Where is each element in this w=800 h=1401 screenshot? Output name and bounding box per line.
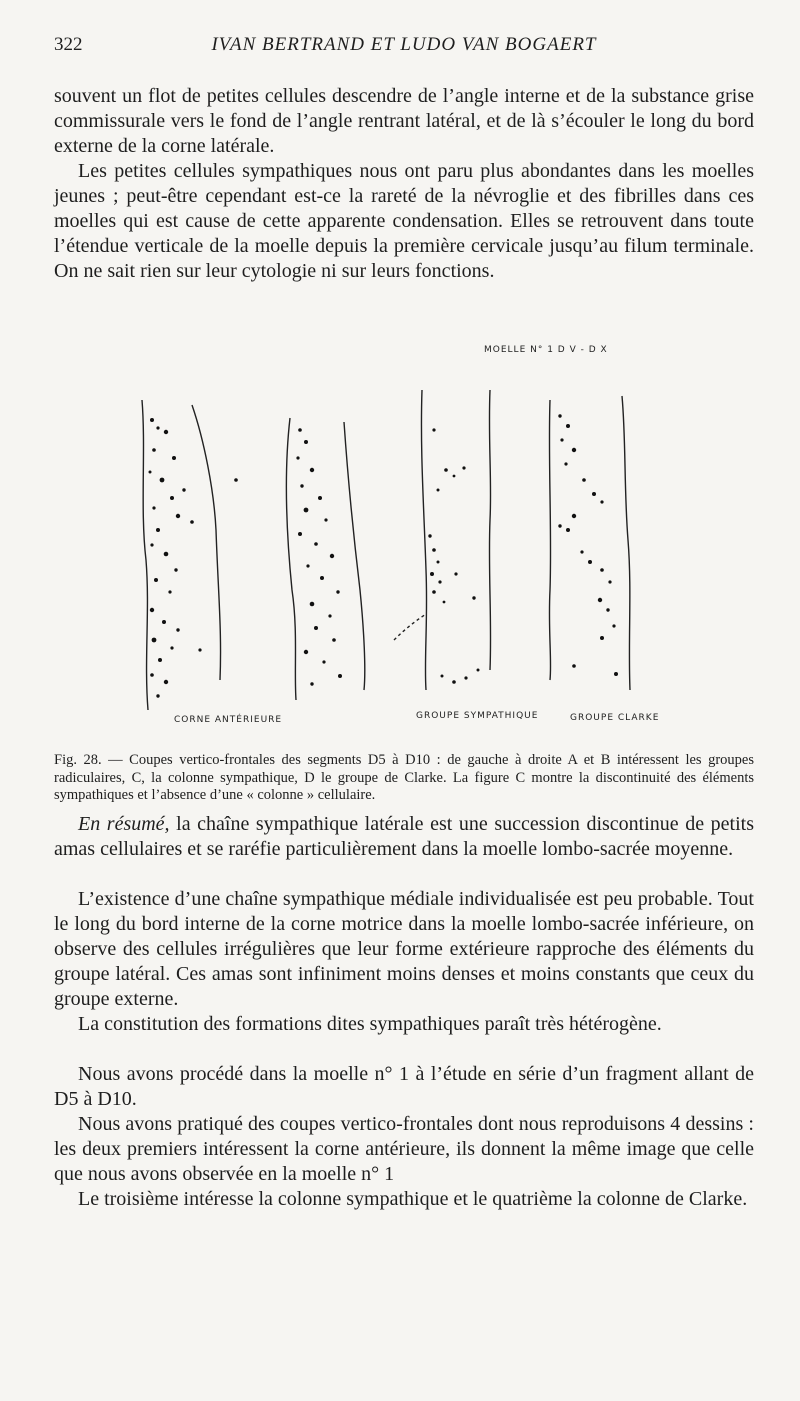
section-drawing-c	[394, 390, 491, 690]
label-groupe-clarke: GROUPE CLARKE	[570, 713, 660, 723]
section-drawing-a	[142, 400, 221, 710]
paragraph-6: Nous avons procédé dans la moelle n° 1 à l’étude en série d’un fragment allant de D5 à D10.	[54, 1063, 754, 1110]
page-header	[54, 34, 754, 58]
section-drawing-b	[286, 418, 364, 700]
paragraph-3	[54, 812, 754, 862]
paragraph-1: souvent un flot de petites cellules descendre de l’angle interne et de la substance grise commissurale vers le fond de l’angle rentrant latéral, et de là s’écouler le long du bord externe de la corne latérale.	[54, 85, 754, 157]
figure-handwritten-title: MOELLE N° 1 D V - D X	[484, 345, 608, 355]
dots-b	[296, 428, 342, 686]
label-corne-anterieure: CORNE ANTÉRIEURE	[174, 715, 283, 725]
paragraph-2: Les petites cellules sympathiques nous ont paru plus abondantes dans les moelles jeunes ; peut-être cependant est-ce la rareté de la névroglie et des fibrilles dans ces moelles qui est cause de cette apparente condensation. Elles se retrouvent dans toute l’étendue verticale de la moelle depuis la première cervicale jusqu’au filum terminale. On ne sait rien sur leur cytologie ni sur leurs fonctions.	[54, 160, 754, 282]
dots-d	[558, 414, 618, 676]
dots-a	[149, 418, 238, 698]
figure-caption: Fig. 28. — Coupes vertico-frontales des segments D5 à D10 : de gauche à droite A et B intéressent les groupes radiculaires, C, la colonne sympathique, D le groupe de Clarke. La figure C montre la discontinuité des éléments sympathiques et l’absence d’une « colonne » cellulaire.	[54, 752, 754, 803]
dots-c	[428, 428, 479, 683]
running-title: IVAN BERTRAND ET LUDO VAN BOGAERT	[211, 34, 597, 55]
paragraph-8: Le troisième intéresse la colonne sympathique et le quatrième la colonne de Clarke.	[78, 1188, 748, 1210]
paragraph-4: L’existence d’une chaîne sympathique médiale individualisée est peu probable. Tout le long du bord interne de la corne motrice dans la moelle lombo-sacrée inférieure, on observe des cellules irrégulières que leur forme extérieure rapproche des éléments du groupe latéral. Ces amas sont infiniment moins denses et moins constants que ceux du groupe externe.	[54, 888, 754, 1010]
figure-drawing	[54, 330, 754, 740]
paragraph-3-emphasis: En résumé,	[78, 813, 170, 835]
paragraph-7: Nous avons pratiqué des coupes vertico-frontales dont nous reproduisons 4 dessins : les deux premiers intéressent la corne antérieure, ils donnent la même image que celle que nous avons observée en la moelle n° 1	[54, 1113, 754, 1185]
label-groupe-sympathique: GROUPE SYMPATHIQUE	[416, 711, 539, 721]
paragraph-5: La constitution des formations dites sympathiques paraît très hétérogène.	[78, 1013, 662, 1035]
paragraph-3-text: la chaîne sympathique latérale est une succession discontinue de petits amas cellulaires et se raréfie particulièrement dans la moelle lombo-sacrée moyenne.	[54, 813, 754, 860]
figure-28	[54, 330, 754, 740]
page-number: 322	[54, 34, 83, 55]
